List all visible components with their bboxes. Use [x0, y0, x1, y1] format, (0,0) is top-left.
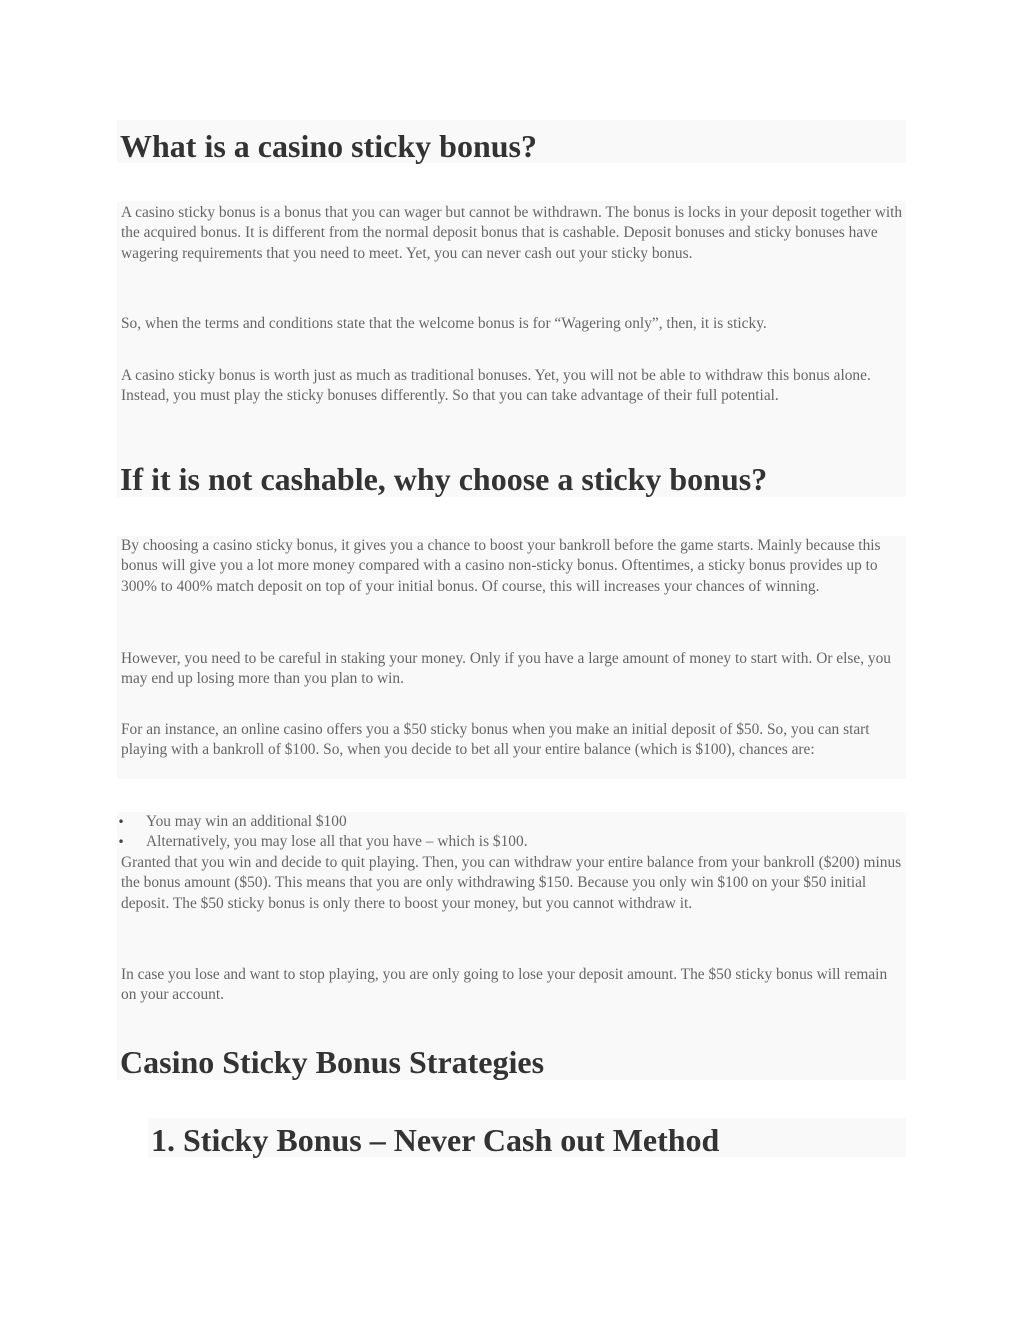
paragraph-worth: A casino sticky bonus is worth just as much as traditional bonuses. Yet, you will not be able to withdraw this bonus alone. Instead, you must play the sticky bonuses differently. So that you can take advantage of their full potential. [121, 367, 871, 405]
paragraph-wagering-only: So, when the terms and conditions state that the welcome bonus is for “Wagering only”, then, it is sticky. [121, 315, 767, 332]
bullet-icon: • [117, 835, 125, 850]
section-why-choose-body [117, 536, 906, 779]
outcomes-list [117, 812, 901, 853]
list-item [117, 812, 901, 832]
paragraph-definition: A casino sticky bonus is a bonus that you can wager but cannot be withdrawn. The bonus is locks in your deposit together with the acquired bonus. It is different from the normal deposit bonus that is cashable. Deposit bonuses and sticky bonuses have wagering requirements that you need to meet. Yet, you can never cash out your sticky bonus. [121, 204, 903, 262]
paragraph-lose-scenario: In case you lose and want to stop playing, you are only going to lose your deposit amount. The $50 sticky bonus will remain on your account. [121, 966, 888, 1004]
bullet-icon: • [117, 815, 125, 829]
heading-strategies: Casino Sticky Bonus Strategies [120, 1044, 545, 1080]
paragraph-boost-bankroll: By choosing a casino sticky bonus, it gives you a chance to boost your bankroll before the game starts. Mainly because this bonus will give you a lot more money compared with a casino non-sticky bonus. Oftentimes, a sticky bonus provides up to 300% to 400% match deposit on top of your initial bonus. Of course, this will increases your chances of winning. [121, 537, 881, 595]
heading-why-choose: If it is not cashable, why choose a sticky bonus? [120, 461, 768, 497]
list-item-text: You may win an additional $100 [146, 813, 347, 830]
paragraph-win-scenario: Granted that you win and decide to quit playing. Then, you can withdraw your entire balance from your bankroll ($200) minus the bonus amount ($50). This means that you are only withdrawing $150. Because you only win $100 on your $50 initial deposit. The $50 sticky bonus is only there to boost your money, but you cannot withdraw it. [121, 854, 902, 912]
heading-never-cash-out: 1. Sticky Bonus – Never Cash out Method [151, 1122, 720, 1158]
section-what-is-body [117, 201, 906, 497]
heading-what-is-sticky-bonus: What is a casino sticky bonus? [120, 128, 537, 164]
paragraph-example: For an instance, an online casino offers you a $50 sticky bonus when you make an initial deposit of $50. So, you can start playing with a bankroll of $100. So, when you decide to bet all your entire balance (which is $100), chances are: [121, 721, 870, 759]
section-outcomes [117, 812, 906, 1080]
section-what-is-block [117, 120, 906, 163]
section-strategy-1 [148, 1118, 906, 1157]
paragraph-careful-staking: However, you need to be careful in staking your money. Only if you have a large amount of money to start with. Or else, you may end up losing more than you plan to win. [121, 650, 891, 688]
list-item [117, 832, 901, 852]
list-item-text: Alternatively, you may lose all that you have – which is $100. [146, 833, 528, 851]
